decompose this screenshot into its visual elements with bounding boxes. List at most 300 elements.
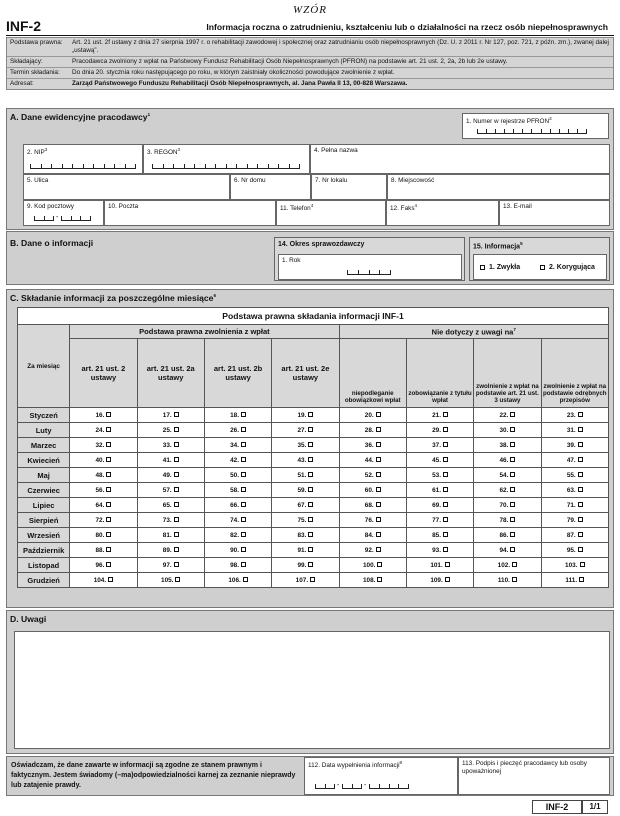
month-checkbox-cell[interactable] — [70, 468, 137, 483]
email-field[interactable]: 13. E-mail — [499, 200, 610, 226]
field-number: 67. — [297, 501, 307, 509]
month-checkbox-cell[interactable] — [204, 483, 271, 498]
checkbox[interactable] — [510, 427, 515, 432]
month-checkbox-cell[interactable] — [137, 573, 204, 588]
field-number: 68. — [364, 501, 374, 509]
checkbox[interactable] — [443, 442, 448, 447]
checkbox[interactable] — [510, 547, 515, 552]
field-number: 37. — [432, 441, 441, 449]
declaration-text: Oświadczam, że dane zawarte w informacji są zgodne ze stanem prawnym i faktycznym. Jestem świadomy (–ma)odpowiedzialności karnej za zeznanie nieprawdy lub zatajenie prawdy. — [11, 762, 296, 789]
month-checkbox-cell[interactable] — [474, 438, 541, 453]
table-row — [18, 558, 609, 573]
month-checkbox-cell[interactable] — [406, 453, 473, 468]
month-checkbox-cell[interactable] — [339, 468, 406, 483]
checkbox[interactable] — [376, 502, 381, 507]
month-checkbox-cell[interactable] — [272, 453, 339, 468]
month-checkbox-cell[interactable] — [474, 543, 541, 558]
checkbox[interactable] — [308, 412, 313, 417]
month-checkbox-cell[interactable] — [406, 468, 473, 483]
checkbox[interactable] — [578, 502, 583, 507]
month-checkbox-cell[interactable] — [339, 408, 406, 423]
checkbox[interactable] — [174, 457, 179, 462]
month-checkbox-cell[interactable] — [406, 408, 473, 423]
month-checkbox-cell[interactable] — [137, 483, 204, 498]
field-number: 58. — [230, 486, 240, 494]
checkbox[interactable] — [106, 517, 111, 522]
field-number: 45. — [432, 456, 441, 464]
checkbox[interactable] — [106, 472, 111, 477]
checkbox[interactable] — [579, 577, 584, 582]
month-checkbox-cell[interactable] — [541, 408, 608, 423]
checkbox[interactable] — [310, 577, 315, 582]
checkbox[interactable] — [308, 487, 313, 492]
checkbox[interactable] — [510, 412, 515, 417]
field-number: 61. — [432, 486, 441, 494]
month-checkbox-cell[interactable] — [406, 423, 473, 438]
checkbox[interactable] — [377, 562, 382, 567]
month-checkbox-cell[interactable] — [204, 513, 271, 528]
checkbox[interactable] — [376, 457, 381, 462]
month-checkbox-cell[interactable] — [70, 498, 137, 513]
checkbox[interactable] — [175, 577, 180, 582]
month-checkbox-cell[interactable] — [541, 453, 608, 468]
month-checkbox-cell[interactable] — [70, 558, 137, 573]
character-boxes[interactable] — [369, 784, 409, 789]
table-row — [18, 453, 609, 468]
month-checkbox-cell[interactable] — [204, 423, 271, 438]
checkbox[interactable] — [443, 412, 448, 417]
month-checkbox-cell[interactable] — [339, 483, 406, 498]
checkbox[interactable] — [241, 547, 246, 552]
checkbox[interactable] — [308, 517, 313, 522]
field-number: 88. — [95, 546, 105, 554]
checkbox[interactable] — [376, 427, 381, 432]
month-checkbox-cell[interactable] — [137, 498, 204, 513]
table-row — [18, 468, 609, 483]
checkbox[interactable] — [174, 412, 179, 417]
month-checkbox-cell[interactable] — [339, 498, 406, 513]
month-checkbox-cell[interactable] — [204, 408, 271, 423]
field-number: 25. — [162, 426, 172, 434]
month-checkbox-cell[interactable] — [272, 543, 339, 558]
month-checkbox-cell[interactable] — [272, 513, 339, 528]
checkbox[interactable] — [241, 442, 246, 447]
month-checkbox-cell[interactable] — [339, 513, 406, 528]
character-boxes[interactable] — [347, 270, 391, 275]
field-number: 90. — [230, 546, 240, 554]
checkbox[interactable] — [106, 427, 111, 432]
checkbox[interactable] — [174, 472, 179, 477]
month-checkbox-cell[interactable] — [541, 558, 608, 573]
checkbox[interactable] — [106, 442, 111, 447]
field-number: 72. — [95, 516, 105, 524]
month-checkbox-cell[interactable] — [541, 498, 608, 513]
field-number: 29. — [432, 426, 441, 434]
checkbox[interactable] — [578, 532, 583, 537]
checkbox[interactable] — [241, 562, 246, 567]
month-label: Marzec — [18, 438, 70, 453]
page-form-code: INF-2 — [532, 800, 582, 814]
field-number: 70. — [499, 501, 509, 509]
checkbox[interactable] — [241, 457, 246, 462]
checkbox[interactable] — [108, 577, 113, 582]
month-checkbox-cell[interactable] — [70, 453, 137, 468]
field-number: 64. — [95, 501, 105, 509]
checkbox[interactable] — [443, 517, 448, 522]
field-number: 110. — [497, 576, 510, 584]
checkbox[interactable] — [578, 547, 583, 552]
month-checkbox-cell[interactable] — [406, 543, 473, 558]
nip-field[interactable]: 2. NIP$^3$ — [23, 144, 143, 174]
field-number: 82. — [230, 531, 240, 539]
group-legal-basis: Podstawa prawna zwolnienia z wpłat — [70, 325, 339, 339]
month-label: Styczeń — [18, 408, 70, 423]
field-number: 106. — [228, 576, 241, 584]
month-checkbox-cell[interactable] — [70, 573, 137, 588]
month-checkbox-cell[interactable] — [70, 483, 137, 498]
checkbox[interactable] — [174, 427, 179, 432]
field-number: 81. — [162, 531, 172, 539]
field-number: 109. — [430, 576, 443, 584]
full-name-field[interactable]: 4. Pełna nazwa — [310, 144, 610, 174]
table-title: Podstawa prawna składania informacji INF-1 — [18, 308, 609, 325]
checkbox[interactable] — [480, 265, 485, 270]
checkbox[interactable] — [377, 577, 382, 582]
month-checkbox-cell[interactable] — [137, 453, 204, 468]
monthly-table — [17, 307, 609, 588]
month-checkbox-cell[interactable] — [272, 528, 339, 543]
character-boxes[interactable] — [34, 216, 54, 221]
checkbox[interactable] — [578, 487, 583, 492]
month-checkbox-cell[interactable] — [70, 543, 137, 558]
checkbox[interactable] — [106, 547, 111, 552]
field-number: 24. — [95, 426, 105, 434]
month-checkbox-cell[interactable] — [137, 408, 204, 423]
checkbox[interactable] — [443, 532, 448, 537]
month-checkbox-cell[interactable] — [474, 468, 541, 483]
checkbox[interactable] — [510, 532, 515, 537]
month-checkbox-cell[interactable] — [137, 528, 204, 543]
month-label: Maj — [18, 468, 70, 483]
checkbox[interactable] — [308, 457, 313, 462]
checkbox[interactable] — [510, 442, 515, 447]
checkbox[interactable] — [376, 532, 381, 537]
header-value: Pracodawca zwolniony z wpłat na Państwowy Fundusz Rehabilitacji Osób Niepełnosprawnych (PFRON) na podstawie art. 21 ust. 2, 2a, 2b lub 2e ustawy. — [72, 58, 508, 65]
field-number: 36. — [364, 441, 374, 449]
field-number: 43. — [297, 456, 307, 464]
checkbox[interactable] — [376, 412, 381, 417]
field-number: 79. — [566, 516, 576, 524]
checkbox[interactable] — [174, 502, 179, 507]
field-number: 94. — [499, 546, 509, 554]
character-boxes[interactable] — [477, 129, 587, 134]
checkbox[interactable] — [512, 577, 517, 582]
table-row — [18, 543, 609, 558]
month-checkbox-cell[interactable] — [272, 438, 339, 453]
fill-date-field[interactable]: 112. Data wypełnienia informacji$^8$ - - — [304, 757, 458, 795]
street-field[interactable]: 5. Ulica — [23, 174, 230, 200]
checkbox[interactable] — [106, 562, 111, 567]
checkbox[interactable] — [443, 457, 448, 462]
postal-code-field[interactable]: 9. Kod pocztowy - — [23, 200, 104, 226]
apartment-number-field[interactable]: 7. Nr lokalu — [311, 174, 387, 200]
month-checkbox-cell[interactable] — [406, 513, 473, 528]
remarks-field[interactable] — [14, 631, 610, 749]
month-checkbox-cell[interactable] — [541, 573, 608, 588]
checkbox[interactable] — [445, 562, 450, 567]
month-checkbox-cell[interactable] — [541, 483, 608, 498]
checkbox[interactable] — [308, 502, 313, 507]
checkbox[interactable] — [308, 442, 313, 447]
month-checkbox-cell[interactable] — [204, 468, 271, 483]
month-checkbox-cell[interactable] — [339, 558, 406, 573]
pfron-number-field[interactable]: 1. Numer w rejestrze PFRON$^3$ — [462, 113, 609, 139]
checkbox[interactable] — [174, 487, 179, 492]
regon-field[interactable]: 3. REGON$^3$ — [143, 144, 310, 174]
checkbox[interactable] — [510, 517, 515, 522]
year-field[interactable]: 1. Rok — [278, 254, 462, 280]
month-checkbox-cell[interactable] — [272, 408, 339, 423]
checkbox[interactable] — [443, 547, 448, 552]
field-number: 74. — [230, 516, 240, 524]
month-checkbox-cell[interactable] — [137, 423, 204, 438]
section-d — [6, 610, 614, 754]
month-checkbox-cell[interactable] — [541, 438, 608, 453]
month-checkbox-cell[interactable] — [204, 438, 271, 453]
header-label: Termin składania: — [10, 69, 60, 76]
checkbox[interactable] — [376, 517, 381, 522]
field-number: 54. — [499, 471, 509, 479]
section-a-title: A. Dane ewidencyjne pracodawcy$^1$ — [10, 112, 151, 122]
checkbox[interactable] — [376, 487, 381, 492]
checkbox[interactable] — [445, 577, 450, 582]
field-number: 96. — [95, 561, 105, 569]
month-checkbox-cell[interactable] — [272, 468, 339, 483]
month-checkbox-cell[interactable] — [204, 543, 271, 558]
field-number: 86. — [499, 531, 509, 539]
month-checkbox-cell[interactable] — [272, 423, 339, 438]
month-checkbox-cell[interactable] — [137, 438, 204, 453]
field-number: 40. — [95, 456, 105, 464]
checkbox[interactable] — [106, 502, 111, 507]
month-checkbox-cell[interactable] — [272, 558, 339, 573]
checkbox[interactable] — [578, 457, 583, 462]
header-row — [7, 57, 613, 68]
checkbox[interactable] — [578, 412, 583, 417]
checkbox[interactable] — [241, 517, 246, 522]
field-number: 56. — [95, 486, 105, 494]
month-checkbox-cell[interactable] — [70, 513, 137, 528]
checkbox[interactable] — [241, 502, 246, 507]
checkbox[interactable] — [174, 562, 179, 567]
month-checkbox-cell[interactable] — [204, 573, 271, 588]
month-checkbox-cell[interactable] — [541, 468, 608, 483]
column-header: niepodleganie obowiązkowi wpłat — [339, 339, 406, 408]
checkbox[interactable] — [174, 532, 179, 537]
checkbox[interactable] — [512, 562, 517, 567]
month-checkbox-cell[interactable] — [339, 423, 406, 438]
character-boxes[interactable] — [342, 784, 362, 789]
checkbox[interactable] — [308, 472, 313, 477]
checkbox[interactable] — [443, 502, 448, 507]
checkbox[interactable] — [308, 562, 313, 567]
post-office-field[interactable]: 10. Poczta — [104, 200, 276, 226]
checkbox[interactable] — [580, 562, 585, 567]
field-number: 16. — [95, 411, 105, 419]
legal-header — [6, 37, 614, 90]
title-divider — [6, 35, 614, 36]
checkbox[interactable] — [510, 502, 515, 507]
checkbox[interactable] — [578, 442, 583, 447]
checkbox[interactable] — [578, 427, 583, 432]
section-d-title: D. Uwagi — [10, 614, 47, 624]
city-field[interactable]: 8. Miejscowość — [387, 174, 610, 200]
field-number: 83. — [297, 531, 307, 539]
month-checkbox-cell[interactable] — [70, 408, 137, 423]
field-number: 75. — [297, 516, 307, 524]
checkbox[interactable] — [510, 457, 515, 462]
checkbox[interactable] — [106, 457, 111, 462]
field-number: 46. — [499, 456, 509, 464]
month-checkbox-cell[interactable] — [339, 453, 406, 468]
month-checkbox-cell[interactable] — [272, 573, 339, 588]
checkbox[interactable] — [106, 487, 111, 492]
checkbox[interactable] — [578, 472, 583, 477]
checkbox[interactable] — [308, 532, 313, 537]
field-number: 31. — [566, 426, 576, 434]
month-checkbox-cell[interactable] — [339, 438, 406, 453]
month-checkbox-cell[interactable] — [474, 453, 541, 468]
month-checkbox-cell[interactable] — [406, 558, 473, 573]
checkbox[interactable] — [376, 547, 381, 552]
checkbox[interactable] — [376, 472, 381, 477]
month-checkbox-cell[interactable] — [339, 528, 406, 543]
field-number: 19. — [297, 411, 307, 419]
field-number: 50. — [230, 471, 240, 479]
column-header: zwolnienie z wpłat na podstawie odrębnych przepisów — [541, 339, 608, 408]
month-checkbox-cell[interactable] — [272, 483, 339, 498]
month-checkbox-cell[interactable] — [406, 438, 473, 453]
month-checkbox-cell[interactable] — [474, 558, 541, 573]
month-checkbox-cell[interactable] — [204, 453, 271, 468]
month-checkbox-cell[interactable] — [137, 543, 204, 558]
month-checkbox-cell[interactable] — [474, 528, 541, 543]
month-checkbox-cell[interactable] — [272, 498, 339, 513]
month-label: Październik — [18, 543, 70, 558]
checkbox[interactable] — [510, 487, 515, 492]
field-number: 47. — [566, 456, 576, 464]
checkbox[interactable] — [243, 577, 248, 582]
checkbox[interactable] — [241, 532, 246, 537]
header-label: Adresat: — [10, 80, 34, 87]
phone-field[interactable]: 11. Telefon$^4$ — [276, 200, 386, 226]
field-number: 105. — [161, 576, 174, 584]
header-value: Do dnia 20. stycznia roku następującego po roku, w którym zaistniały okoliczności powodujące zwolnienie z wpłat. — [72, 69, 395, 76]
checkbox[interactable] — [308, 427, 313, 432]
checkbox[interactable] — [443, 472, 448, 477]
checkbox[interactable] — [241, 412, 246, 417]
checkbox[interactable] — [376, 442, 381, 447]
checkbox[interactable] — [540, 265, 545, 270]
character-boxes[interactable] — [152, 164, 300, 169]
checkbox[interactable] — [443, 487, 448, 492]
checkbox[interactable] — [174, 517, 179, 522]
field-number: 80. — [95, 531, 105, 539]
field-number: 87. — [566, 531, 576, 539]
character-boxes[interactable] — [30, 164, 136, 169]
checkbox[interactable] — [106, 532, 111, 537]
month-label: Kwiecień — [18, 453, 70, 468]
month-checkbox-cell[interactable] — [70, 423, 137, 438]
month-checkbox-cell[interactable] — [137, 513, 204, 528]
month-checkbox-cell[interactable] — [541, 528, 608, 543]
option-correction[interactable]: 2. Korygująca — [540, 264, 595, 271]
month-checkbox-cell[interactable] — [70, 438, 137, 453]
month-checkbox-cell[interactable] — [137, 558, 204, 573]
month-checkbox-cell[interactable] — [474, 423, 541, 438]
character-boxes[interactable] — [315, 784, 335, 789]
month-checkbox-cell[interactable] — [474, 498, 541, 513]
field-number: 63. — [566, 486, 576, 494]
month-checkbox-cell[interactable] — [406, 498, 473, 513]
month-checkbox-cell[interactable] — [541, 423, 608, 438]
month-label: Luty — [18, 423, 70, 438]
month-checkbox-cell[interactable] — [406, 528, 473, 543]
month-checkbox-cell[interactable] — [474, 483, 541, 498]
field-number: 39. — [566, 441, 576, 449]
fax-field[interactable]: 12. Faks$^4$ — [386, 200, 499, 226]
month-checkbox-cell[interactable] — [204, 528, 271, 543]
month-checkbox-cell[interactable] — [474, 408, 541, 423]
month-checkbox-cell[interactable] — [70, 528, 137, 543]
checkbox[interactable] — [241, 427, 246, 432]
checkbox[interactable] — [241, 487, 246, 492]
checkbox[interactable] — [241, 472, 246, 477]
month-checkbox-cell[interactable] — [339, 543, 406, 558]
checkbox[interactable] — [174, 442, 179, 447]
checkbox[interactable] — [174, 547, 179, 552]
month-checkbox-cell[interactable] — [474, 513, 541, 528]
month-label: Lipiec — [18, 498, 70, 513]
month-checkbox-cell[interactable] — [204, 498, 271, 513]
checkbox[interactable] — [443, 427, 448, 432]
month-checkbox-cell[interactable] — [406, 483, 473, 498]
character-boxes[interactable] — [61, 216, 91, 221]
field-number: 73. — [162, 516, 172, 524]
checkbox[interactable] — [578, 517, 583, 522]
month-label: Wrzesień — [18, 528, 70, 543]
field-number: 38. — [499, 441, 509, 449]
table-row — [18, 423, 609, 438]
field-number: 44. — [364, 456, 374, 464]
checkbox[interactable] — [510, 472, 515, 477]
month-checkbox-cell[interactable] — [541, 543, 608, 558]
signature-field[interactable]: 113. Podpis i pieczęć pracodawcy lub osoby upoważnionej — [458, 757, 610, 795]
column-header: zwolnienie z wpłat na podstawie art. 21 ust. 3 ustawy — [474, 339, 541, 408]
month-checkbox-cell[interactable] — [541, 513, 608, 528]
month-checkbox-cell[interactable] — [137, 468, 204, 483]
month-checkbox-cell[interactable] — [204, 558, 271, 573]
house-number-field[interactable]: 6. Nr domu — [230, 174, 311, 200]
month-checkbox-cell[interactable] — [339, 573, 406, 588]
checkbox[interactable] — [308, 547, 313, 552]
month-checkbox-cell[interactable] — [406, 573, 473, 588]
field-number: 65. — [162, 501, 172, 509]
checkbox[interactable] — [106, 412, 111, 417]
column-header: art. 21 ust. 2e ustawy — [272, 339, 339, 408]
option-regular[interactable]: 1. Zwykła — [480, 264, 520, 271]
month-checkbox-cell[interactable] — [474, 573, 541, 588]
